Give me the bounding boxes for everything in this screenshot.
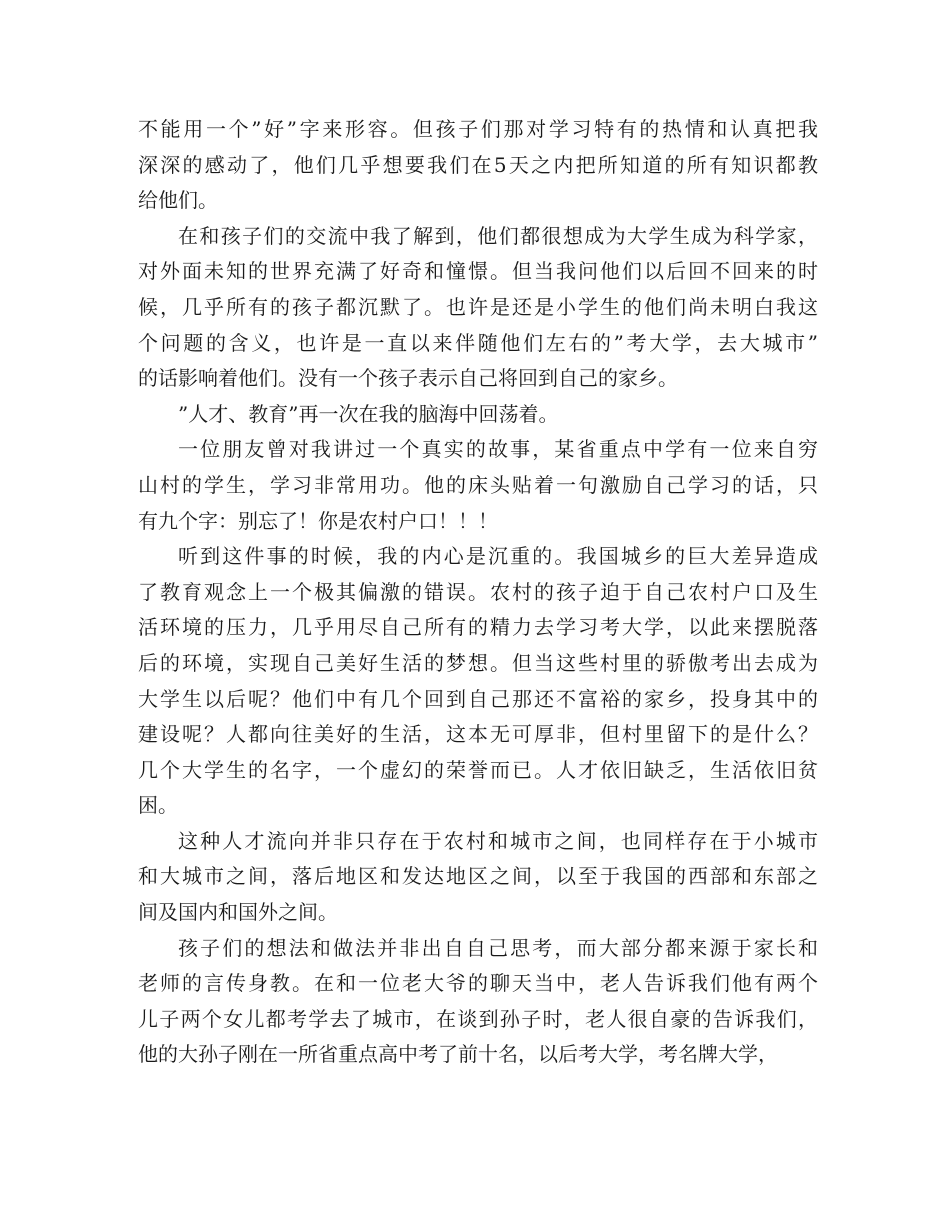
text-line: 对外面未知的世界充满了好奇和憧憬。但当我问他们以后回不回来的时 [138,259,818,284]
paragraph-p1 [138,112,818,219]
text-line: 儿子两个女儿都考学去了城市，在谈到孙子时，老人很自豪的告诉我们， [138,1006,818,1031]
text-line: 的话影响着他们。没有一个孩子表示自己将回到自己的家乡。 [138,366,678,391]
text-line: 在和孩子们的交流中我了解到，他们都很想成为大学生成为科学家， [178,223,818,248]
text-line: 和大城市之间，落后地区和发达地区之间，以至于我国的西部和东部之 [138,864,818,889]
text-line: 个问题的含义，也许是一直以来伴随他们左右的”考大学，去大城市” [138,330,818,355]
text-line: 建设呢？人都向往美好的生活，这本无可厚非，但村里留下的是什么？ [138,722,818,747]
paragraph-p2 [138,219,818,397]
paragraph-p7 [138,931,818,1073]
document-body [138,112,818,1073]
text-line: 听到这件事的时候，我的内心是沉重的。我国城乡的巨大差异造成 [178,544,818,569]
paragraph-p6 [138,824,818,931]
text-line: 大学生以后呢？他们中有几个回到自己那还不富裕的家乡，投身其中的 [138,686,818,711]
text-line: 不能用一个”好”字来形容。但孩子们那对学习特有的热情和认真把我 [138,117,818,141]
text-line: 几个大学生的名字，一个虚幻的荣誉而已。人才依旧缺乏，生活依旧贫 [138,757,818,782]
text-line: 给他们。 [138,188,218,213]
text-line: 一位朋友曾对我讲过一个真实的故事，某省重点中学有一位来自穷 [178,437,818,462]
text-line: 孩子们的想法和做法并非出自自己思考，而大部分都来源于家长和 [178,935,818,960]
text-line: 困。 [138,793,178,818]
text-line: 了教育观念上一个极其偏激的错误。农村的孩子迫于自己农村户口及生 [138,579,818,604]
paragraph-p4 [138,432,818,539]
text-line: 山村的学生，学习非常用功。他的床头贴着一句激励自己学习的话，只 [138,472,818,497]
text-line: 这种人才流向并非只存在于农村和城市之间，也同样存在于小城市 [178,828,818,853]
text-line: 有九个字：别忘了！你是农村户口！！！ [138,508,498,533]
text-line: 后的环境，实现自己美好生活的梦想。但当这些村里的骄傲考出去成为 [138,650,818,675]
text-line: 活环境的压力，几乎用尽自己所有的精力去学习考大学，以此来摆脱落 [138,615,818,640]
text-line: 他的大孙子刚在一所省重点高中考了前十名，以后考大学，考名牌大学， [138,1042,778,1067]
paragraph-p3 [138,397,818,433]
text-line: 深深的感动了，他们几乎想要我们在5天之内把所知道的所有知识都教 [138,152,818,177]
text-line: 间及国内和国外之间。 [138,900,338,925]
text-line: 候，几乎所有的孩子都沉默了。也许是还是小学生的他们尚未明白我这 [138,294,818,319]
text-line: ”人才、教育”再一次在我的脑海中回荡着。 [178,401,559,426]
paragraph-p5 [138,539,818,824]
text-line: 老师的言传身教。在和一位老大爷的聊天当中，老人告诉我们他有两个 [138,971,818,996]
